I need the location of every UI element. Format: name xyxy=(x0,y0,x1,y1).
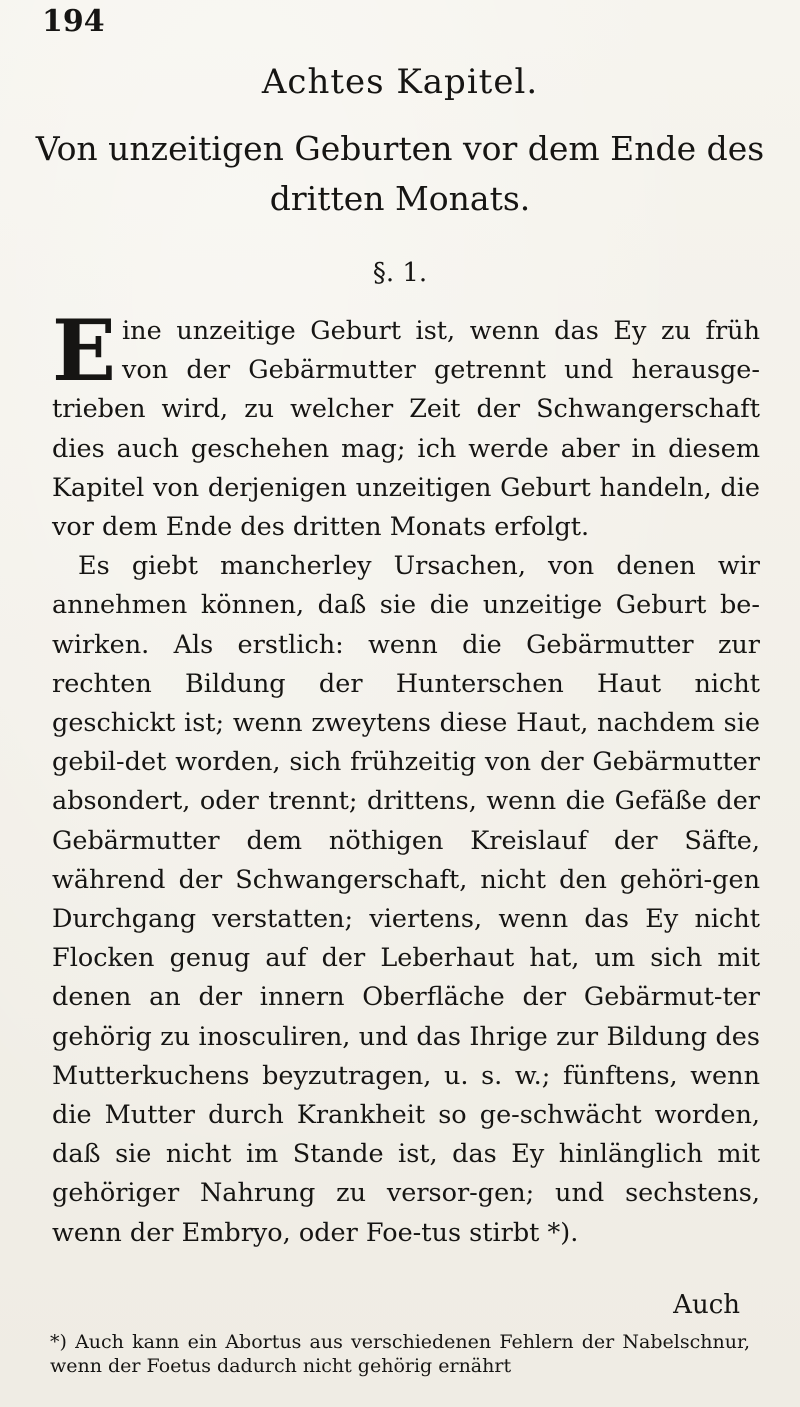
chapter-title-line1: Von unzeitigen Geburten vor dem Ende des xyxy=(35,129,765,168)
body-text xyxy=(52,301,760,1253)
chapter-heading: Achtes Kapitel. xyxy=(261,62,539,102)
footnote: *) Auch kann ein Abortus aus verschiedenen Fehlern der Nabelschnur, wenn der Foetus dadurch nicht gehörig ernährt xyxy=(50,1331,750,1377)
drop-cap-initial: E xyxy=(52,301,117,400)
chapter-title-line2: dritten Monats. xyxy=(269,179,531,218)
paragraph-1-text: ine unzeitige Geburt ist, wenn das Ey zu früh von der Gebärmutter getrennt und herausge-trieben wird, zu welcher Zeit der Schwangerschaft dies auch geschehen mag; ich werde aber in diesem Kapitel von derjenigen unzeitigen Geburt handeln, die vor dem Ende des dritten Monats erfolgt. xyxy=(52,316,760,543)
chapter-title xyxy=(0,124,800,224)
page-number: 194 xyxy=(42,4,105,39)
paragraph-2: Es giebt mancherley Ursachen, von denen wir annehmen können, daß sie die unzeitige Geburt be-wirken. Als erstlich: wenn die Gebärmutter zur rechten Bildung der Hunterschen Haut nicht geschickt ist; wenn zweytens diese Haut, nachdem sie gebil-det worden, sich frühzeitig von der Gebärmutter absondert, oder trennt; drittens, wenn die Gefäße der Gebärmutter dem nöthigen Kreislauf der Säfte, während der Schwangerschaft, nicht den gehöri-gen Durchgang verstatten; viertens, wenn das Ey nicht Flocken genug auf der Leberhaut hat, um sich mit denen an der innern Oberfläche der Gebärmut-ter gehörig zu inosculiren, und das Ihrige zur Bildung des Mutterkuchens beyzutragen, u. s. w.; fünftens, wenn die Mutter durch Krankheit so ge-schwächt worden, daß sie nicht im Stande ist, das Ey hinlänglich mit gehöriger Nahrung zu versor-gen; und sechstens, wenn der Embryo, oder Foe-tus stirbt *). xyxy=(52,551,760,1248)
section-number: §. 1. xyxy=(372,258,428,288)
paragraph-1 xyxy=(52,301,760,547)
catchword: Auch xyxy=(673,1290,740,1320)
